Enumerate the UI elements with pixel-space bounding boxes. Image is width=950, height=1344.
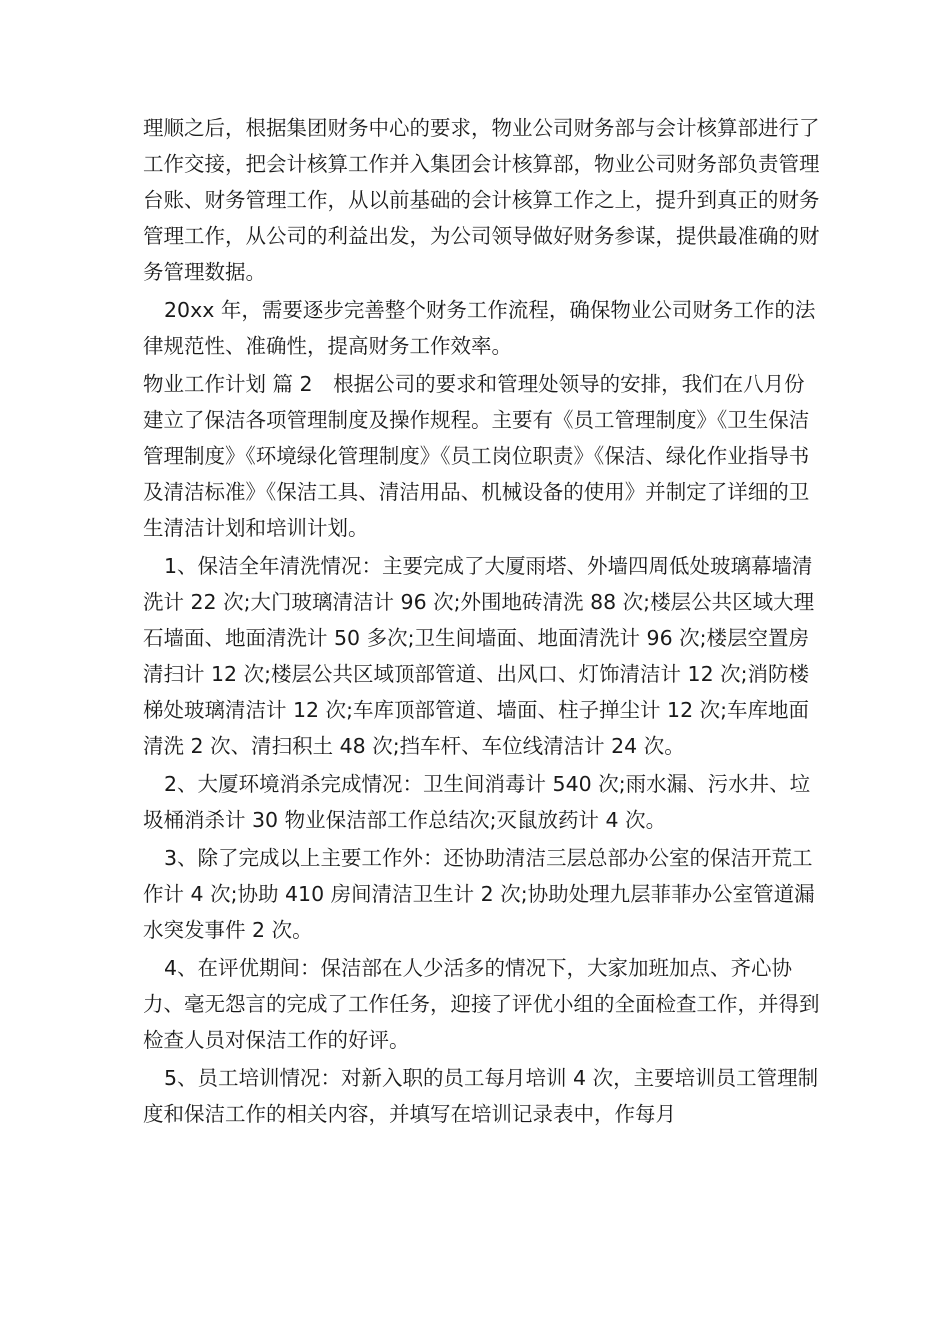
paragraph-item-5-training: 5、员工培训情况：对新入职的员工每月培训 4 次，主要培训员工管理制度和保洁工作的相关内容，并填写在培训记录表中，作每月 xyxy=(143,1066,819,1126)
paragraph-20xx-plan: 20xx 年，需要逐步完善整个财务工作流程，确保物业公司财务工作的法律规范性、准确性，提高财务工作效率。 xyxy=(143,298,816,358)
paragraph-item-2-disinfection: 2、大厦环境消杀完成情况：卫生间消毒计 540 次;雨水漏、污水井、垃圾桶消杀计 30 物业保洁部工作总结次;灭鼠放药计 4 次。 xyxy=(143,772,811,832)
paragraph-item-4-evaluation: 4、在评优期间：保洁部在人少活多的情况下，大家加班加点、齐心协力、毫无怨言的完成了工作任务，迎接了评优小组的全面检查工作，并得到检查人员对保洁工作的好评。 xyxy=(143,956,820,1052)
document-body xyxy=(143,110,823,1134)
paragraph-continuation: 理顺之后，根据集团财务中心的要求，物业公司财务部与会计核算部进行了工作交接，把会计核算工作并入集团会计核算部，物业公司财务部负责管理台账、财务管理工作，从以前基础的会计核算工作之上，提升到真正的财务管理工作，从公司的利益出发，为公司领导做好财务参谋，提供最准确的财务管理数据。 xyxy=(143,116,820,284)
paragraph-item-1-cleaning: 1、保洁全年清洗情况：主要完成了大厦雨塔、外墙四周低处玻璃幕墙清洗计 22 次;大门玻璃清洁计 96 次;外围地砖清洗 88 次;楼层公共区域大理石墙面、地面清洗计 50 多次;卫生间墙面、地面清洗计 96 次;楼层空置房清扫计 12 次;楼层公共区域顶部管道、出风口、灯饰清洁计 12 次;消防楼梯处玻璃清洁计 12 次;车库顶部管道、墙面、柱子掸尘计 12 次;车库地面清洗 2 次、清扫积土 48 次;挡车杆、车位线清洁计 24 次。 xyxy=(143,554,815,758)
paragraph-work-plan-2: 物业工作计划 篇 2 根据公司的要求和管理处领导的安排，我们在八月份建立了保洁各项管理制度及操作规程。主要有《员工管理制度》《卫生保洁管理制度》《环境绿化管理制度》《员工岗位职责》《保洁、绿化作业指导书及清洁标准》《保洁工具、清洁用品、机械设备的使用》并制定了详细的卫生清洁计划和培训计划。 xyxy=(143,372,810,540)
paragraph-item-3-other-work: 3、除了完成以上主要工作外：还协助清洁三层总部办公室的保洁开荒工作计 4 次;协助 410 房间清洁卫生计 2 次;协助处理九层菲菲办公室管道漏水突发事件 2 次。 xyxy=(143,846,815,942)
